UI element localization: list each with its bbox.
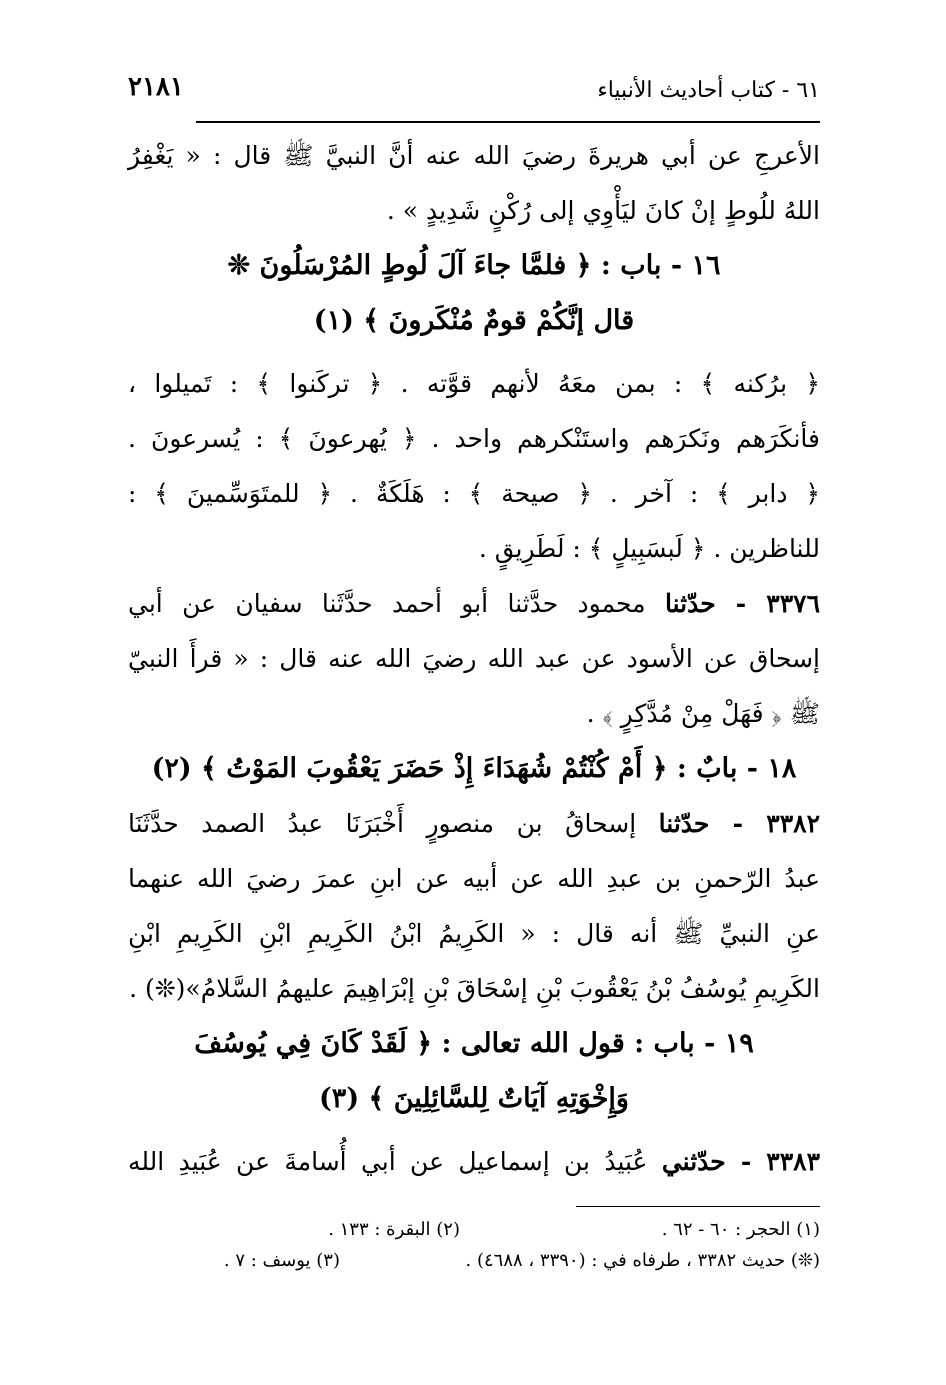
hadith-3382 xyxy=(128,796,820,1016)
text-line: إسحاق عن الأسود عن عبد الله رضيَ الله عنه قال : « قرأَ النبيّ xyxy=(128,644,820,673)
hadith-3376 xyxy=(128,576,820,741)
chapter-title: ٦١ - كتاب أحاديث الأنبياء xyxy=(597,78,820,103)
chapter-heading-16 xyxy=(128,238,820,348)
heading-line: ١٩ - باب : قول الله تعالى : ﴿ لَقَدْ كَانَ فِي يُوسُفَ xyxy=(194,1028,754,1059)
tafsir-paragraph xyxy=(128,356,820,576)
footnote-star: (❊) حديث ٣٣٨٢ ، طرفاه في : (٣٣٩٠ ، ٤٦٨٨) . xyxy=(465,1250,820,1271)
text-line: اللهُ للُوطٍ إنْ كانَ ليَأْوِي إلى رُكْنٍ شَدِيدٍ » . xyxy=(386,196,820,225)
text-line: عنِ النبيِّ ﷺ أنه قال : « الكَرِيمُ ابْنُ الكَرِيمِ ابْنِ الكَرِيمِ ابْنِ xyxy=(128,919,820,948)
text-line: الأعرجِ عن أبي هريرةَ رضيَ الله عنه أنَّ النبيَّ ﷺ قال : « يَغْفِرُ xyxy=(128,141,820,170)
running-header xyxy=(128,72,820,112)
text-line: الكَرِيمِ يُوسُفُ بْنُ يَعْقُوبَ بْنِ إسْحَاقَ بْنِ إبْرَاهِيمَ عليهمُ السَّلامُ»(❊) . xyxy=(129,974,820,1003)
hadith-number: ٣٣٧٦ - حدّثنا xyxy=(664,589,820,618)
footnote-2: (٢) البقرة : ١٣٣ . xyxy=(328,1219,460,1240)
page-number: ٢١٨١ xyxy=(128,72,184,102)
footnote-line xyxy=(128,1245,820,1276)
footnote-3: (٣) يوسف : ٧ . xyxy=(223,1250,340,1271)
hadith-number: ٣٣٨٣ - حدّثني xyxy=(661,1147,821,1176)
hadith-number: ٣٣٨٢ - حدّثنا xyxy=(658,809,820,838)
text-line: ﴿ دابر ﴾ : آخر . ﴿ صيحة ﴾ : هَلَكَةٌ . ﴿ للمتَوَسِّمينَ ﴾ : xyxy=(128,479,820,508)
heading-line: ١٦ - باب : ﴿ فلمَّا جاءَ آلَ لُوطٍ المُرْسَلُونَ ❊ xyxy=(227,250,721,281)
continuation-paragraph xyxy=(128,128,820,238)
text-line xyxy=(128,796,820,851)
text-line xyxy=(128,576,820,631)
chapter-heading-18: ١٨ - بابٌ : ﴿ أَمْ كُنْتُمْ شُهَدَاءَ إِذْ حَضَرَ يَعْقُوبَ المَوْتُ ﴾ (٢) xyxy=(151,753,797,784)
text-line: عبدُ الرّحمنِ بن عبدِ الله عن أبيه عن ابنِ عمرَ رضيَ الله عنهما xyxy=(128,864,820,893)
heading-line: قال إنَّكُمْ قومٌ مُنْكَرونَ ﴾ (١) xyxy=(313,305,635,336)
text-line: للناظرين . ﴿ لَبسَبِيلٍ ﴾ : لَطَرِيقٍ . xyxy=(478,534,820,563)
chapter-heading-19 xyxy=(128,1016,820,1126)
text-line xyxy=(128,1134,820,1189)
text-line: ﷺ ﴿ فَهَلْ مِنْ مُدَّكِرٍ ﴾ . xyxy=(586,699,820,728)
footnote-1: (١) الحجر : ٦٠ - ٦٢ . xyxy=(661,1219,820,1240)
header-rule xyxy=(196,121,820,123)
hadith-text: عُبَيدُ بن إسماعيل عن أبي أُسامةَ عن عُبَيدِ الله xyxy=(128,1147,648,1176)
heading-line: وَإِخْوَتِهِ آيَاتٌ لِلسَّائِلِينَ ﴾ (٣) xyxy=(319,1083,629,1114)
hadith-text: إسحاقُ بن منصورٍ أَخْبَرَنَا عبدُ الصمد حدَّثَنَا xyxy=(128,809,637,838)
footnote-line xyxy=(128,1214,820,1245)
hadith-3383 xyxy=(128,1134,820,1189)
footnotes xyxy=(128,1214,820,1276)
text-line: ﴿ برُكنه ﴾ : بمن معَهُ لأنهم قوَّته . ﴿ تركَنوا ﴾ : تَميلوا ، xyxy=(128,369,820,398)
text-line: فأنكَرَهم ونَكرَهم واستَنْكرهم واحد . ﴿ يُهرعونَ ﴾ : يُسرعونَ . xyxy=(128,424,820,453)
page-body xyxy=(128,128,820,1189)
footnote-rule xyxy=(576,1206,820,1207)
hadith-text: محمود حدَّثنا أبو أحمد حدَّثَنا سفيان عن أبي xyxy=(128,589,646,618)
